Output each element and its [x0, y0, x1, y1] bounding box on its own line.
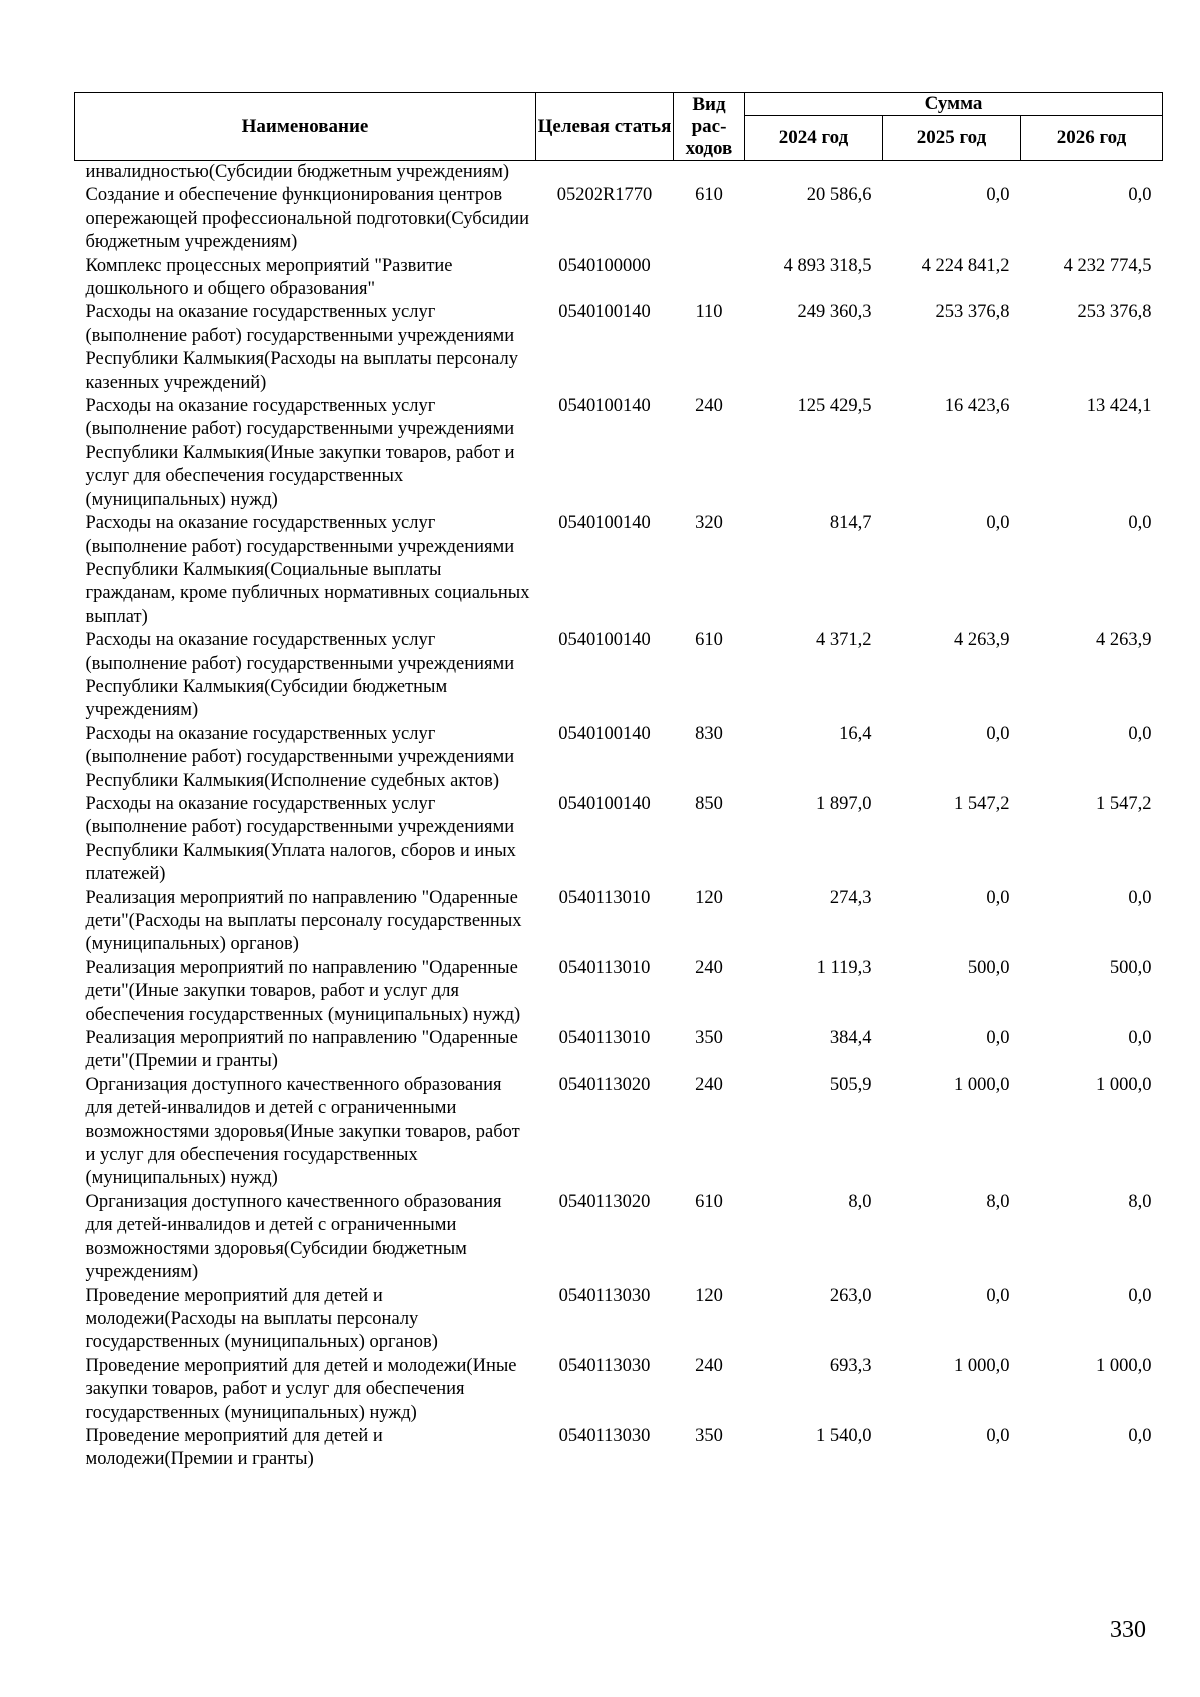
- row-target-code: 0540113020: [558, 1074, 651, 1095]
- row-sum-2024: 384,4: [829, 1028, 872, 1049]
- row-sum-2025: 0,0: [986, 723, 1010, 744]
- row-sum-2024: 814,7: [829, 513, 872, 534]
- table-row: [75, 184, 1163, 254]
- row-sum-2026: 1 000,0: [1096, 1355, 1152, 1376]
- row-expense-type: 110: [695, 302, 723, 323]
- row-sum-2026: 4 232 774,5: [1063, 255, 1152, 276]
- row-sum-2025: 0,0: [986, 1028, 1010, 1049]
- table-row: [75, 255, 1163, 302]
- table-row: [75, 1027, 1163, 1074]
- row-sum-2026: 0,0: [1128, 1425, 1152, 1446]
- header-code: Целевая статья: [536, 93, 674, 161]
- header-sum: Сумма: [745, 93, 1163, 116]
- table-row: [75, 1285, 1163, 1355]
- row-expense-type: 850: [695, 793, 723, 814]
- header-vid: Вид рас-ходов: [674, 93, 745, 161]
- row-target-code: 0540100140: [558, 630, 651, 651]
- row-expense-type: [674, 255, 745, 302]
- row-sum-2025: 0,0: [986, 887, 1010, 908]
- row-sum-2024: 1 540,0: [816, 1425, 872, 1446]
- row-name: Комплекс процессных мероприятий "Развитие дошкольного и общего образования": [85, 255, 453, 300]
- row-sum-2025: 0,0: [986, 513, 1010, 534]
- row-expense-type: 830: [695, 723, 723, 744]
- row-sum-2024: 263,0: [829, 1285, 872, 1306]
- row-expense-type: 610: [695, 1191, 723, 1212]
- row-target-code: 0540113010: [558, 1028, 651, 1049]
- row-sum-2026: 1 000,0: [1096, 1074, 1152, 1095]
- row-expense-type: 350: [695, 1425, 723, 1446]
- table-row: [75, 1355, 1163, 1425]
- row-name: Расходы на оказание государственных услуг (выполнение работ) государственными учреждениями Республики Калмыкия(Иные закупки товаров, работ и услуг для обеспечения государственных (муниципальных) нужд): [85, 396, 515, 510]
- table-row: [75, 887, 1163, 957]
- row-sum-2026: 0,0: [1128, 887, 1152, 908]
- row-sum-2025: 8,0: [986, 1191, 1010, 1212]
- row-sum-2024: 274,3: [829, 887, 872, 908]
- row-expense-type: 610: [695, 630, 723, 651]
- row-target-code: 0540113010: [558, 957, 651, 978]
- row-sum-2024: 505,9: [829, 1074, 872, 1095]
- row-target-code: [536, 161, 674, 185]
- row-sum-2026: 13 424,1: [1086, 396, 1152, 417]
- row-sum-2026: 4 263,9: [1096, 630, 1152, 651]
- row-sum-2024: 4 371,2: [816, 630, 872, 651]
- table-row: [75, 793, 1163, 887]
- row-sum-2025: 0,0: [986, 1425, 1010, 1446]
- row-sum-2025: 4 224 841,2: [921, 255, 1010, 276]
- table-row: [75, 1074, 1163, 1191]
- table-header: [75, 93, 1163, 161]
- row-target-code: 0540100140: [558, 513, 651, 534]
- row-name: Организация доступного качественного образования для детей-инвалидов и детей с ограниченными возможностями здоровья(Субсидии бюджетным учреждениям): [85, 1191, 502, 1283]
- row-target-code: 0540100140: [558, 396, 651, 417]
- row-sum-2025: 0,0: [986, 1285, 1010, 1306]
- row-sum-2024: 1 897,0: [816, 793, 872, 814]
- row-sum-2025: 253 376,8: [935, 302, 1010, 323]
- row-name: Расходы на оказание государственных услуг (выполнение работ) государственными учреждениями Республики Калмыкия(Социальные выплаты гражданам, кроме публичных нормативных социальных выплат): [85, 513, 530, 627]
- row-target-code: 05202R1770: [556, 185, 653, 206]
- document-page: [74, 92, 1162, 1472]
- row-sum-2024: 693,3: [829, 1355, 872, 1376]
- row-sum-2024: 249 360,3: [797, 302, 872, 323]
- table-row: [75, 723, 1163, 793]
- row-sum-2025: 0,0: [986, 185, 1010, 206]
- table-row: [75, 301, 1163, 395]
- row-sum-2026: [1021, 161, 1163, 185]
- row-name: Проведение мероприятий для детей и молодежи(Расходы на выплаты персоналу государственных (муниципальных) органов): [85, 1285, 438, 1353]
- row-target-code: 0540113030: [558, 1355, 651, 1376]
- table-row: [75, 957, 1163, 1027]
- row-name: Реализация мероприятий по направлению "Одаренные дети"(Премии и гранты): [85, 1028, 518, 1072]
- row-target-code: 0540113010: [558, 887, 651, 908]
- row-sum-2026: 0,0: [1128, 723, 1152, 744]
- row-sum-2025: 4 263,9: [954, 630, 1010, 651]
- row-name: Создание и обеспечение функционирования центров опережающей профессиональной подготовки(Субсидии бюджетным учреждениям): [85, 185, 530, 253]
- header-year-2026: 2026 год: [1021, 116, 1163, 161]
- header-name: Наименование: [75, 93, 536, 161]
- row-expense-type: 240: [695, 396, 723, 417]
- row-name: Реализация мероприятий по направлению "Одаренные дети"(Иные закупки товаров, работ и услуг для обеспечения государственных (муниципальных) нужд): [85, 957, 521, 1025]
- table-row: [75, 512, 1163, 629]
- row-target-code: 0540113020: [558, 1191, 651, 1212]
- budget-table: [74, 92, 1163, 1472]
- page-number: 330: [1110, 1617, 1146, 1643]
- row-expense-type: 350: [695, 1028, 723, 1049]
- row-expense-type: 240: [695, 1074, 723, 1095]
- row-expense-type: 320: [695, 513, 723, 534]
- row-sum-2024: 1 119,3: [816, 957, 872, 978]
- row-name: инвалидностью(Субсидии бюджетным учреждениям): [85, 162, 510, 182]
- table-body: [75, 161, 1163, 1472]
- row-expense-type: 120: [695, 887, 723, 908]
- table-row: [75, 1191, 1163, 1285]
- row-name: Организация доступного качественного образования для детей-инвалидов и детей с ограниченными возможностями здоровья(Иные закупки товаров, работ и услуг для обеспечения государственных (муниципальных) нужд): [85, 1074, 520, 1189]
- row-target-code: 0540100140: [558, 793, 651, 814]
- row-sum-2025: 16 423,6: [944, 396, 1010, 417]
- row-target-code: 0540100140: [558, 723, 651, 744]
- row-sum-2025: [883, 161, 1021, 185]
- row-sum-2026: 0,0: [1128, 1028, 1152, 1049]
- row-sum-2026: 1 547,2: [1096, 793, 1152, 814]
- row-name: Реализация мероприятий по направлению "Одаренные дети"(Расходы на выплаты персоналу государственных (муниципальных) органов): [85, 887, 522, 955]
- row-name: Проведение мероприятий для детей и молодежи(Премии и гранты): [85, 1425, 383, 1470]
- row-sum-2025: 1 000,0: [954, 1074, 1010, 1095]
- row-name: Расходы на оказание государственных услуг (выполнение работ) государственными учреждениями Республики Калмыкия(Уплата налогов, сборов и иных платежей): [85, 793, 516, 885]
- row-sum-2024: 8,0: [848, 1191, 872, 1212]
- row-sum-2024: 20 586,6: [806, 185, 872, 206]
- row-target-code: 0540100000: [558, 255, 651, 276]
- row-target-code: 0540100140: [558, 302, 651, 323]
- table-row: [75, 395, 1163, 512]
- row-sum-2026: 500,0: [1109, 957, 1152, 978]
- row-sum-2025: 1 547,2: [954, 793, 1010, 814]
- header-year-2024: 2024 год: [745, 116, 883, 161]
- row-sum-2024: 125 429,5: [797, 396, 872, 417]
- row-sum-2024: 4 893 318,5: [783, 255, 872, 276]
- row-expense-type: 240: [695, 1355, 723, 1376]
- header-year-2025: 2025 год: [883, 116, 1021, 161]
- row-expense-type: [674, 161, 745, 185]
- row-sum-2024: [745, 161, 883, 185]
- table-row: [75, 629, 1163, 723]
- row-sum-2026: 0,0: [1128, 513, 1152, 534]
- row-sum-2026: 253 376,8: [1077, 302, 1152, 323]
- row-sum-2025: 1 000,0: [954, 1355, 1010, 1376]
- row-target-code: 0540113030: [558, 1425, 651, 1446]
- row-name: Проведение мероприятий для детей и молодежи(Иные закупки товаров, работ и услуг для обеспечения государственных (муниципальных) нужд): [85, 1355, 517, 1423]
- row-name: Расходы на оказание государственных услуг (выполнение работ) государственными учреждениями Республики Калмыкия(Исполнение судебных актов): [85, 723, 515, 791]
- table-row: [75, 161, 1163, 185]
- row-expense-type: 610: [695, 185, 723, 206]
- row-name: Расходы на оказание государственных услуг (выполнение работ) государственными учреждениями Республики Калмыкия(Расходы на выплаты персоналу казенных учреждений): [85, 302, 519, 393]
- row-sum-2026: 0,0: [1128, 185, 1152, 206]
- row-sum-2026: 0,0: [1128, 1285, 1152, 1306]
- row-target-code: 0540113030: [558, 1285, 651, 1306]
- row-name: Расходы на оказание государственных услуг (выполнение работ) государственными учреждениями Республики Калмыкия(Субсидии бюджетным учреждениям): [85, 630, 515, 721]
- row-sum-2026: 8,0: [1128, 1191, 1152, 1212]
- row-expense-type: 240: [695, 957, 723, 978]
- table-row: [75, 1425, 1163, 1472]
- row-sum-2024: 16,4: [839, 723, 872, 744]
- row-sum-2025: 500,0: [967, 957, 1010, 978]
- row-expense-type: 120: [695, 1285, 723, 1306]
